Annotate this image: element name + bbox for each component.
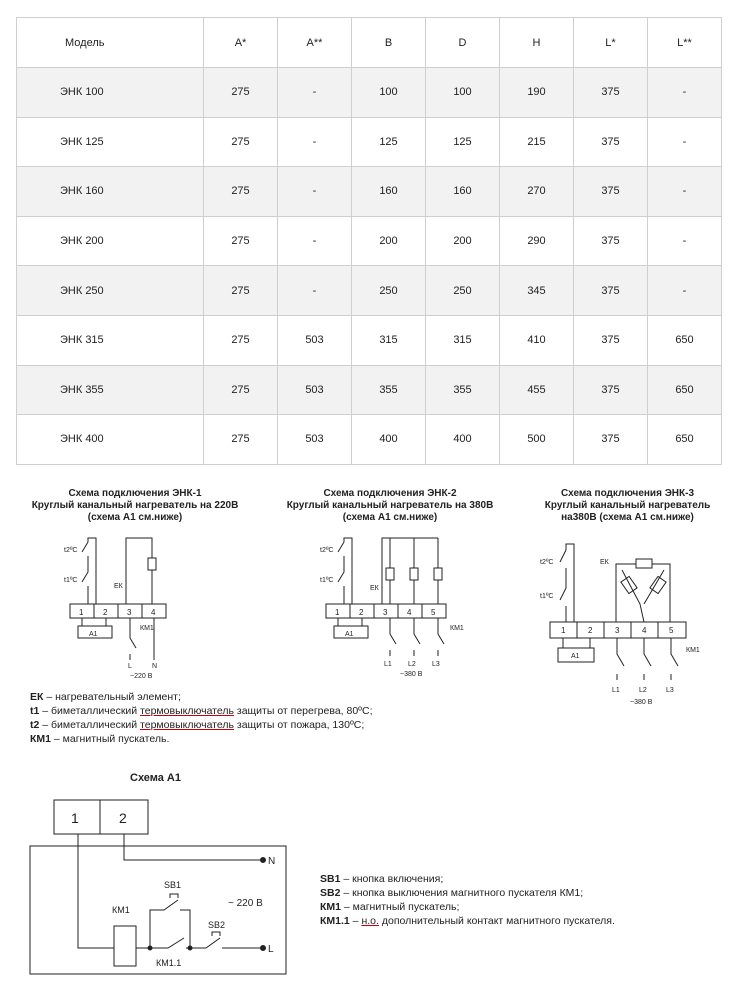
terminal: 1 bbox=[561, 626, 566, 635]
ek-label: ЕК bbox=[600, 559, 609, 566]
terminal: 3 bbox=[127, 608, 132, 617]
schema-a1-title: Схема А1 bbox=[130, 772, 181, 784]
table-row bbox=[17, 266, 722, 316]
sb1-label: SB1 bbox=[164, 880, 182, 890]
t2-label: t2ºC bbox=[64, 547, 78, 554]
col-header: A* bbox=[204, 18, 278, 68]
legend-bottom bbox=[320, 872, 615, 928]
table-header-row bbox=[17, 18, 722, 68]
line-l1-label: L1 bbox=[612, 687, 620, 694]
km1-label: КМ1 bbox=[112, 905, 130, 915]
table-cell: 290 bbox=[500, 216, 574, 266]
line-l3-label: L3 bbox=[666, 687, 674, 694]
table-cell: 275 bbox=[204, 415, 278, 465]
dimensions-table bbox=[16, 17, 722, 465]
km1-label: КМ1 bbox=[450, 625, 464, 632]
diagram1-title: Схема подключения ЭНК-1 Круглый канальный нагреватель на 220В (схема А1 см.ниже) bbox=[31, 488, 239, 523]
km1-label: КМ1 bbox=[686, 647, 700, 654]
ek-label: ЕК bbox=[370, 585, 379, 592]
line-l3-label: L3 bbox=[432, 661, 440, 668]
table-cell: 410 bbox=[500, 315, 574, 365]
model-cell: ЭНК 100 bbox=[17, 68, 204, 118]
col-header: B bbox=[352, 18, 426, 68]
diagram1-wiring bbox=[60, 530, 180, 680]
table-row bbox=[17, 415, 722, 465]
terminal: 4 bbox=[642, 626, 647, 635]
legend-row: ЕК – нагревательный элемент; bbox=[30, 691, 181, 703]
terminal: 5 bbox=[431, 608, 436, 617]
table-cell: - bbox=[278, 266, 352, 316]
table-cell: 125 bbox=[352, 117, 426, 167]
voltage-label: ~220 В bbox=[130, 673, 153, 680]
a1-label: А1 bbox=[571, 653, 580, 660]
line-l2-label: L2 bbox=[639, 687, 647, 694]
table-cell: 355 bbox=[426, 365, 500, 415]
ek-label: ЕК bbox=[114, 583, 123, 590]
terminal: 4 bbox=[407, 608, 412, 617]
table-cell: - bbox=[648, 216, 722, 266]
terminal: 4 bbox=[151, 608, 156, 617]
table-cell: 500 bbox=[500, 415, 574, 465]
terminal: 5 bbox=[669, 626, 674, 635]
col-header: D bbox=[426, 18, 500, 68]
legend-row: t1 – биметаллический термовыключатель защиты от перегрева, 80ºС; bbox=[30, 705, 373, 717]
table-cell: 650 bbox=[648, 365, 722, 415]
t2-label: t2ºC bbox=[320, 547, 334, 554]
table-cell: 160 bbox=[352, 167, 426, 217]
table-cell: 200 bbox=[352, 216, 426, 266]
table-cell: 355 bbox=[352, 365, 426, 415]
model-cell: ЭНК 355 bbox=[17, 365, 204, 415]
table-cell: 125 bbox=[426, 117, 500, 167]
table-cell: 215 bbox=[500, 117, 574, 167]
model-cell: ЭНК 200 bbox=[17, 216, 204, 266]
diagram2-wiring bbox=[316, 530, 466, 680]
table-cell: 455 bbox=[500, 365, 574, 415]
table-cell: 275 bbox=[204, 266, 278, 316]
line-n-label: N bbox=[152, 663, 158, 670]
col-header: L* bbox=[574, 18, 648, 68]
table-cell: 200 bbox=[426, 216, 500, 266]
legend-row: КМ1 – магнитный пускатель; bbox=[320, 901, 460, 913]
legend-row: SB2 – кнопка выключения магнитного пускателя КМ1; bbox=[320, 887, 584, 899]
table-cell: 315 bbox=[426, 315, 500, 365]
table-cell: - bbox=[648, 68, 722, 118]
t2-label: t2ºC bbox=[540, 559, 554, 566]
n-label: N bbox=[268, 856, 276, 867]
col-header: A** bbox=[278, 18, 352, 68]
table-cell: - bbox=[278, 68, 352, 118]
t1-label: t1ºC bbox=[320, 577, 334, 584]
table-cell: 375 bbox=[574, 68, 648, 118]
table-cell: 275 bbox=[204, 68, 278, 118]
table-cell: - bbox=[648, 117, 722, 167]
col-header: Модель bbox=[17, 18, 204, 68]
legend-row: t2 – биметаллический термовыключатель защиты от пожара, 130ºС; bbox=[30, 719, 365, 731]
table-cell: 160 bbox=[426, 167, 500, 217]
table-cell: - bbox=[278, 216, 352, 266]
table-cell: 503 bbox=[278, 365, 352, 415]
voltage-label: ~ 220 В bbox=[228, 898, 263, 909]
legend-row: SB1 – кнопка включения; bbox=[320, 873, 444, 885]
km1-1-label: КМ1.1 bbox=[156, 958, 182, 968]
table-row bbox=[17, 117, 722, 167]
table-cell: 503 bbox=[278, 415, 352, 465]
table-row bbox=[17, 167, 722, 217]
table-cell: 375 bbox=[574, 365, 648, 415]
table-cell: 190 bbox=[500, 68, 574, 118]
legend-row: КМ1 – магнитный пускатель. bbox=[30, 733, 170, 745]
table-cell: 375 bbox=[574, 315, 648, 365]
table-cell: 503 bbox=[278, 315, 352, 365]
table-row bbox=[17, 68, 722, 118]
model-cell: ЭНК 400 bbox=[17, 415, 204, 465]
legend-top bbox=[30, 690, 373, 746]
table-cell: - bbox=[648, 167, 722, 217]
model-cell: ЭНК 315 bbox=[17, 315, 204, 365]
table-cell: 650 bbox=[648, 315, 722, 365]
table-cell: 275 bbox=[204, 117, 278, 167]
model-cell: ЭНК 250 bbox=[17, 266, 204, 316]
a1-label: А1 bbox=[89, 631, 98, 638]
diagram2-title: Схема подключения ЭНК-2 Круглый канальный нагреватель на 380В (схема А1 см.ниже) bbox=[286, 488, 494, 523]
table-cell: 375 bbox=[574, 415, 648, 465]
l-label: L bbox=[268, 944, 274, 955]
table-cell: 250 bbox=[352, 266, 426, 316]
table-cell: 400 bbox=[426, 415, 500, 465]
model-cell: ЭНК 160 bbox=[17, 167, 204, 217]
table-cell: 275 bbox=[204, 315, 278, 365]
table-cell: 400 bbox=[352, 415, 426, 465]
terminal: 1 bbox=[79, 608, 84, 617]
table-cell: 375 bbox=[574, 167, 648, 217]
t1-label: t1ºC bbox=[64, 577, 78, 584]
table-cell: 100 bbox=[352, 68, 426, 118]
voltage-label: ~380 В bbox=[400, 671, 423, 678]
table-cell: 375 bbox=[574, 266, 648, 316]
table-cell: - bbox=[648, 266, 722, 316]
table-row bbox=[17, 216, 722, 266]
table-cell: 650 bbox=[648, 415, 722, 465]
table-cell: 375 bbox=[574, 117, 648, 167]
line-l2-label: L2 bbox=[408, 661, 416, 668]
table-cell: 270 bbox=[500, 167, 574, 217]
a1-label: А1 bbox=[345, 631, 354, 638]
col-header: L** bbox=[648, 18, 722, 68]
voltage-label: ~380 В bbox=[630, 699, 653, 706]
km1-label: КМ1 bbox=[140, 625, 154, 632]
terminal: 3 bbox=[383, 608, 388, 617]
legend-row: КМ1.1 – н.о. дополнительный контакт магнитного пускателя. bbox=[320, 915, 615, 927]
table-cell: - bbox=[278, 117, 352, 167]
terminal: 2 bbox=[588, 626, 593, 635]
table-row bbox=[17, 365, 722, 415]
model-cell: ЭНК 125 bbox=[17, 117, 204, 167]
table-cell: - bbox=[278, 167, 352, 217]
table-cell: 275 bbox=[204, 365, 278, 415]
t1-label: t1ºC bbox=[540, 593, 554, 600]
line-l-label: L bbox=[128, 663, 132, 670]
schema-a1-diagram bbox=[28, 798, 298, 978]
table-cell: 315 bbox=[352, 315, 426, 365]
table-cell: 345 bbox=[500, 266, 574, 316]
diagram3-title: Схема подключения ЭНК-3 Круглый канальный нагреватель на380В (схема А1 см.ниже) bbox=[544, 488, 711, 523]
table-row bbox=[17, 315, 722, 365]
table-cell: 100 bbox=[426, 68, 500, 118]
table-cell: 375 bbox=[574, 216, 648, 266]
sb2-label: SB2 bbox=[208, 920, 226, 930]
terminal: 1 bbox=[335, 608, 340, 617]
a1-terminal: 1 bbox=[71, 810, 79, 826]
terminal: 2 bbox=[359, 608, 364, 617]
terminal: 2 bbox=[103, 608, 108, 617]
table-cell: 275 bbox=[204, 167, 278, 217]
line-l1-label: L1 bbox=[384, 661, 392, 668]
diagram3-wiring bbox=[536, 534, 716, 712]
table-cell: 250 bbox=[426, 266, 500, 316]
terminal: 3 bbox=[615, 626, 620, 635]
col-header: H bbox=[500, 18, 574, 68]
a1-terminal: 2 bbox=[119, 810, 127, 826]
table-cell: 275 bbox=[204, 216, 278, 266]
